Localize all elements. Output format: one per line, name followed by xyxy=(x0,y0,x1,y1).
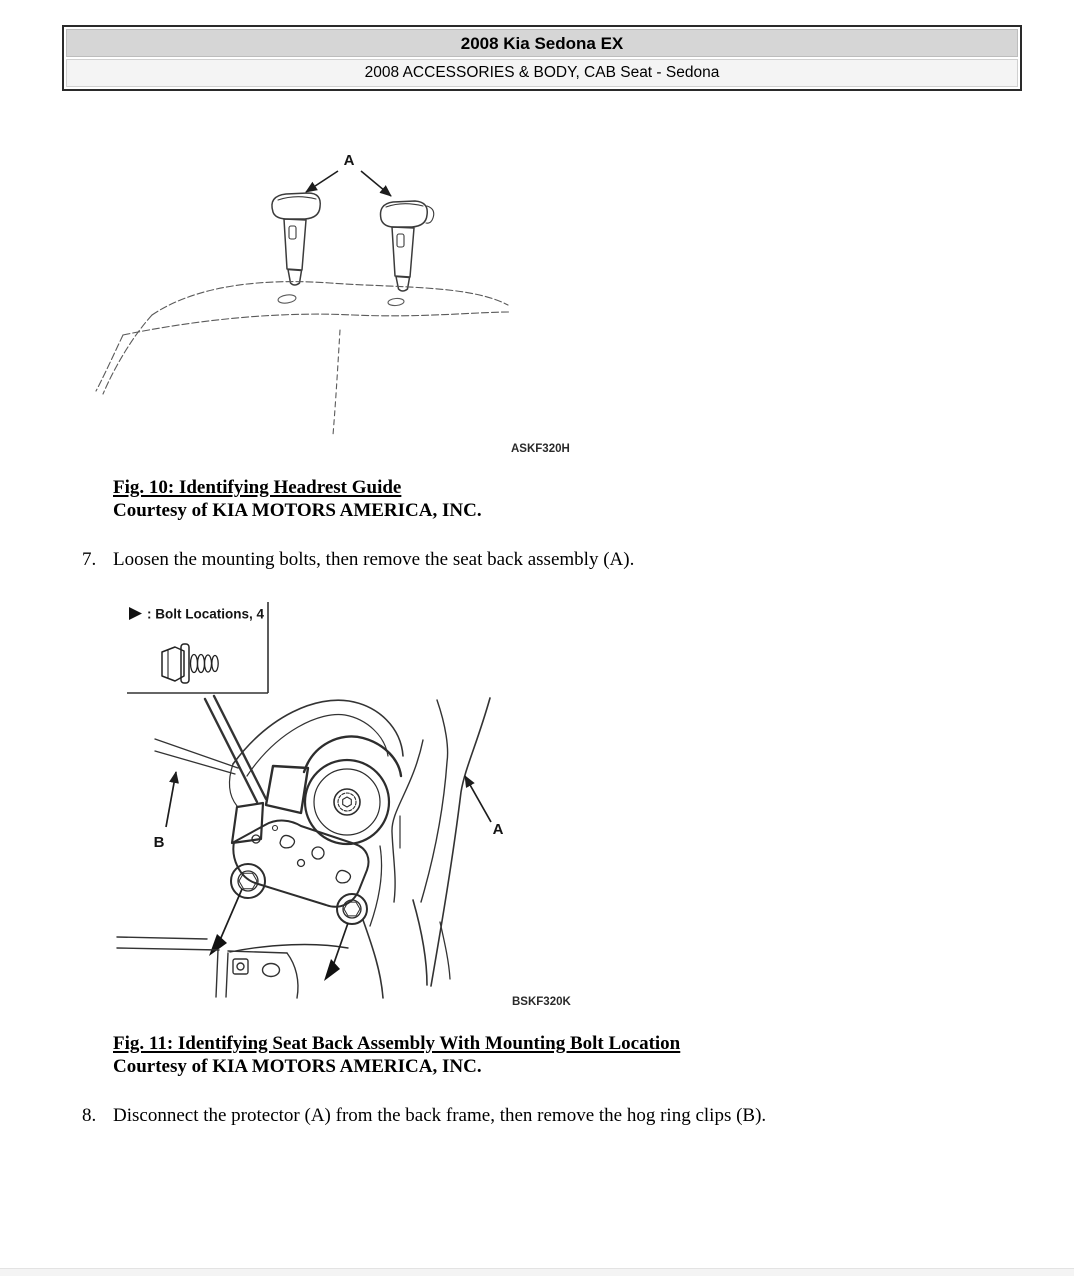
bolt-location-pointer-1 xyxy=(209,889,242,956)
figure10-caption xyxy=(113,476,482,522)
mounting-bolt-2 xyxy=(337,894,367,924)
step-8 xyxy=(82,1105,1022,1127)
figure-10-headrest-guide-illustration xyxy=(75,138,575,463)
page-header xyxy=(62,25,1022,91)
figure10-callout-a-group xyxy=(306,152,391,196)
step-8-number: 8. xyxy=(82,1105,97,1126)
figure11-caption-courtesy: Courtesy of KIA MOTORS AMERICA, INC. xyxy=(113,1056,482,1077)
figure10-caption-courtesy: Courtesy of KIA MOTORS AMERICA, INC. xyxy=(113,500,482,521)
figure10-callout-a-label: A xyxy=(343,152,355,169)
callout-arrow-left xyxy=(306,171,338,192)
figure10-caption-title: Fig. 10: Identifying Headrest Guide xyxy=(113,477,402,498)
figure-11-seat-back-assembly-illustration xyxy=(105,596,595,1020)
figure11-caption-title: Fig. 11: Identifying Seat Back Assembly With Mounting Bolt Location xyxy=(113,1033,681,1054)
figure10-code: ASKF320H xyxy=(511,443,570,455)
bolt-location-legend xyxy=(127,602,268,693)
seat-back-frame xyxy=(155,696,490,998)
protector-piece xyxy=(266,766,308,813)
bolt-location-marker-2 xyxy=(324,959,340,981)
step-7-number: 7. xyxy=(82,549,97,570)
figure11-code: BSKF320K xyxy=(512,996,571,1008)
figure11-caption xyxy=(113,1032,680,1078)
recliner-mechanism xyxy=(230,736,401,952)
page-bottom-divider xyxy=(0,1268,1074,1276)
headrest-guide-left xyxy=(272,193,320,285)
figure11-callout-b-group xyxy=(154,772,176,851)
vehicle-title: 2008 Kia Sedona EX xyxy=(66,29,1018,57)
bolt-location-marker-icon xyxy=(129,607,142,620)
section-subtitle: 2008 ACCESSORIES & BODY, CAB Seat - Sedona xyxy=(66,59,1018,87)
step-7 xyxy=(82,549,1022,571)
figure11-callout-b-label: B xyxy=(153,834,165,851)
step-8-text: Disconnect the protector (A) from the back frame, then remove the hog ring clips (B). xyxy=(113,1105,767,1126)
bolt-location-pointer-2 xyxy=(324,923,348,981)
mounting-bolt-1 xyxy=(231,864,265,898)
figure11-callout-a-label: A xyxy=(492,821,504,838)
seat-top-outline xyxy=(96,282,509,435)
bolt-icon xyxy=(162,644,218,683)
callout-arrow-right xyxy=(361,171,391,196)
bolt-location-legend-label: : Bolt Locations, 4 xyxy=(147,606,265,622)
figure11-callout-a-group xyxy=(465,776,504,838)
headrest-guide-right xyxy=(381,201,434,291)
step-7-text: Loosen the mounting bolts, then remove the seat back assembly (A). xyxy=(113,549,635,570)
